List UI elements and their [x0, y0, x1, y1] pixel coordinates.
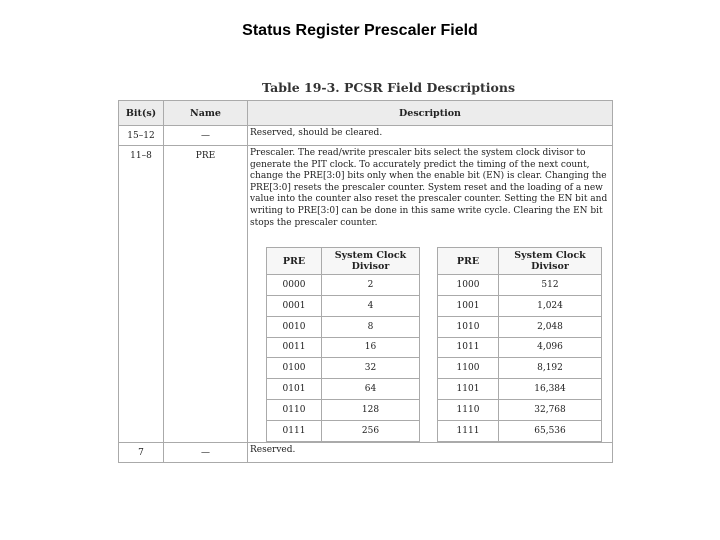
header-name: Name: [164, 101, 248, 126]
row-bits: 7: [119, 442, 164, 462]
table-row: [119, 146, 613, 443]
table-caption: Table 19-3. PCSR Field Descriptions: [262, 80, 516, 95]
row-description: Reserved.: [248, 442, 613, 462]
row-description: Reserved, should be cleared.: [248, 126, 613, 146]
prescaler-pre-value: 0100: [267, 358, 322, 379]
prescaler-divisor-value: 2,048: [499, 316, 602, 337]
prescaler-pre-value: 1100: [438, 358, 499, 379]
sub-header-divisor: System Clock Divisor: [499, 248, 602, 275]
prescaler-divisor-value: 65,536: [499, 420, 602, 441]
prescaler-row: [267, 337, 420, 358]
prescaler-row: [267, 358, 420, 379]
prescaler-row: [267, 399, 420, 420]
prescaler-pre-value: 0111: [267, 420, 322, 441]
prescaler-pre-value: 1000: [438, 275, 499, 296]
row-name: —: [164, 442, 248, 462]
table-header-row: [119, 101, 613, 126]
prescaler-pre-value: 0000: [267, 275, 322, 296]
row-description: [248, 146, 613, 443]
prescaler-row: [267, 275, 420, 296]
prescaler-row: [438, 316, 602, 337]
prescaler-divisor-value: 16: [322, 337, 420, 358]
row-bits: 11–8: [119, 146, 164, 443]
prescaler-divisor-value: 8,192: [499, 358, 602, 379]
prescaler-divisor-value: 256: [322, 420, 420, 441]
prescaler-pre-value: 1010: [438, 316, 499, 337]
prescaler-row: [438, 420, 602, 441]
prescaler-pre-value: 0101: [267, 379, 322, 400]
prescaler-row: [267, 295, 420, 316]
prescaler-divisor-value: 128: [322, 399, 420, 420]
prescaler-row: [267, 420, 420, 441]
sub-header-pre: PRE: [438, 248, 499, 275]
prescaler-row: [267, 316, 420, 337]
prescaler-divisor-value: 512: [499, 275, 602, 296]
prescaler-description: Prescaler. The read/write prescaler bits select the system clock divisor to generate the PIT clock. To accurately predict the timing of the next count, change the PRE[3:0] bits only when the enable bit (EN) is clear. Changing the PRE[3:0] resets the prescaler counter. System reset and the loading of a new value into the counter also reset the prescaler counter. Setting the EN bit and writing to PRE[3:0] can be done in this same write cycle. Clearing the EN bit stops the prescaler counter.: [250, 148, 608, 228]
prescaler-row: [438, 379, 602, 400]
row-bits: 15–12: [119, 126, 164, 146]
prescaler-pre-value: 0001: [267, 295, 322, 316]
prescaler-pre-value: 1011: [438, 337, 499, 358]
prescaler-pre-value: 0110: [267, 399, 322, 420]
prescaler-pre-value: 1111: [438, 420, 499, 441]
header-description: Description: [248, 101, 613, 126]
prescaler-row: [438, 399, 602, 420]
slide-title: Status Register Prescaler Field: [242, 22, 478, 39]
prescaler-divisor-value: 8: [322, 316, 420, 337]
pcsr-field-table: [118, 100, 613, 463]
prescaler-pre-value: 1101: [438, 379, 499, 400]
prescaler-row: [438, 358, 602, 379]
prescaler-divisor-value: 64: [322, 379, 420, 400]
prescaler-row: [438, 295, 602, 316]
prescaler-pre-value: 0011: [267, 337, 322, 358]
prescaler-pre-value: 0010: [267, 316, 322, 337]
prescaler-divisor-value: 32: [322, 358, 420, 379]
row-name: —: [164, 126, 248, 146]
prescaler-divisor-value: 2: [322, 275, 420, 296]
prescaler-pre-value: 1001: [438, 295, 499, 316]
row-name: PRE: [164, 146, 248, 443]
header-bits: Bit(s): [119, 101, 164, 126]
table-row: [119, 442, 613, 462]
prescaler-divisor-value: 16,384: [499, 379, 602, 400]
prescaler-table-left: [266, 247, 420, 441]
prescaler-row: [438, 275, 602, 296]
prescaler-row: [267, 379, 420, 400]
prescaler-row: [438, 337, 602, 358]
prescaler-table-right: [437, 247, 602, 441]
prescaler-pre-value: 1110: [438, 399, 499, 420]
prescaler-divisor-value: 32,768: [499, 399, 602, 420]
prescaler-divisor-value: 4: [322, 295, 420, 316]
sub-header-divisor: System Clock Divisor: [322, 248, 420, 275]
prescaler-divisor-value: 1,024: [499, 295, 602, 316]
sub-header-pre: PRE: [267, 248, 322, 275]
prescaler-divisor-value: 4,096: [499, 337, 602, 358]
table-row: [119, 126, 613, 146]
prescaler-tables: [250, 247, 610, 441]
